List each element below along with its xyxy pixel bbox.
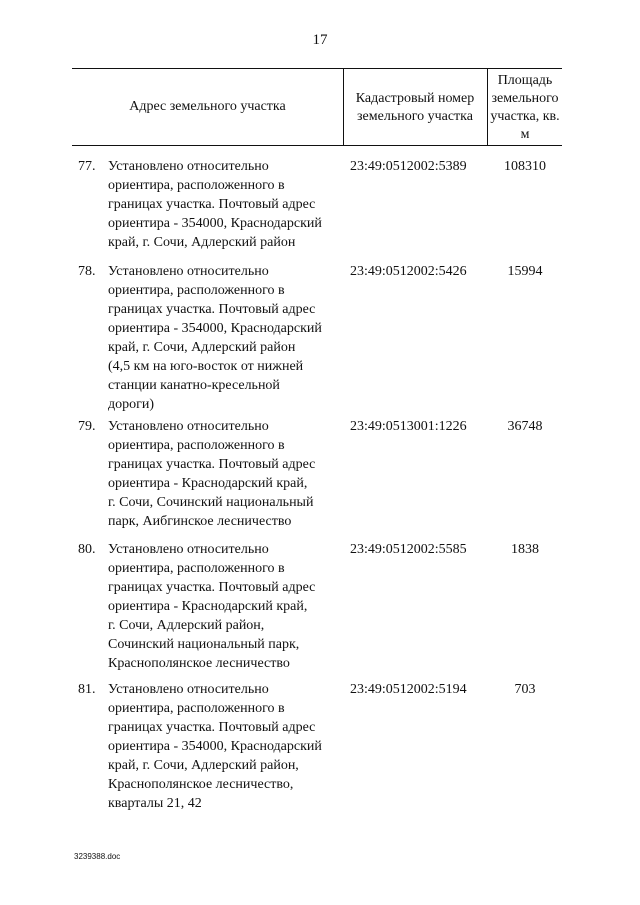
row-address: Установлено относительно ориентира, расположенного в границах участка. Почтовый адрес ориентира - 354000, Краснодарский край, г. Сочи, Адлерский район (4,5 км на юго-восток от нижней станции канатно-кресельной дороги) <box>108 264 322 412</box>
row-address: Установлено относительно ориентира, расположенного в границах участка. Почтовый адрес ориентира - 354000, Краснодарский край, г. Сочи, Адлерский район <box>108 159 322 250</box>
row-number: 79. <box>78 419 96 434</box>
table-top-border <box>72 68 562 69</box>
document-filename: 3239388.doc <box>74 852 121 861</box>
table-header-border <box>72 145 562 146</box>
page-number: 17 <box>312 32 328 48</box>
header-address: Адрес земельного участка <box>129 99 286 114</box>
row-area: 15994 <box>507 264 543 279</box>
row-address: Установлено относительно ориентира, расположенного в границах участка. Почтовый адрес ориентира - Краснодарский край, г. Сочи, Сочинский национальный парк, Аибгинское лесничество <box>108 419 316 529</box>
row-area: 1838 <box>511 542 539 557</box>
row-cadastral-number: 23:49:0512002:5194 <box>350 682 467 697</box>
row-number: 80. <box>78 542 96 557</box>
row-number: 81. <box>78 682 96 697</box>
row-area: 36748 <box>507 419 543 434</box>
row-address: Установлено относительно ориентира, расположенного в границах участка. Почтовый адрес ориентира - 354000, Краснодарский край, г. Сочи, Адлерский район, Краснополянское лесничество, кварталы 21, 42 <box>108 682 322 811</box>
row-cadastral-number: 23:49:0512002:5585 <box>350 542 467 557</box>
row-address: Установлено относительно ориентира, расположенного в границах участка. Почтовый адрес ориентира - Краснодарский край, г. Сочи, Адлерский район, Сочинский национальный парк, Краснополянское лесничество <box>108 542 316 671</box>
column-divider <box>343 68 344 146</box>
row-number: 77. <box>78 159 96 174</box>
row-area: 703 <box>514 682 536 697</box>
row-area: 108310 <box>504 159 546 174</box>
row-cadastral-number: 23:49:0513001:1226 <box>350 419 467 434</box>
column-divider <box>487 68 488 146</box>
row-number: 78. <box>78 264 96 279</box>
header-area: Площадь земельного участка, кв. м <box>490 73 560 142</box>
row-cadastral-number: 23:49:0512002:5426 <box>350 264 467 279</box>
row-cadastral-number: 23:49:0512002:5389 <box>350 159 467 174</box>
header-cadastral: Кадастровый номер земельного участка <box>355 91 475 124</box>
